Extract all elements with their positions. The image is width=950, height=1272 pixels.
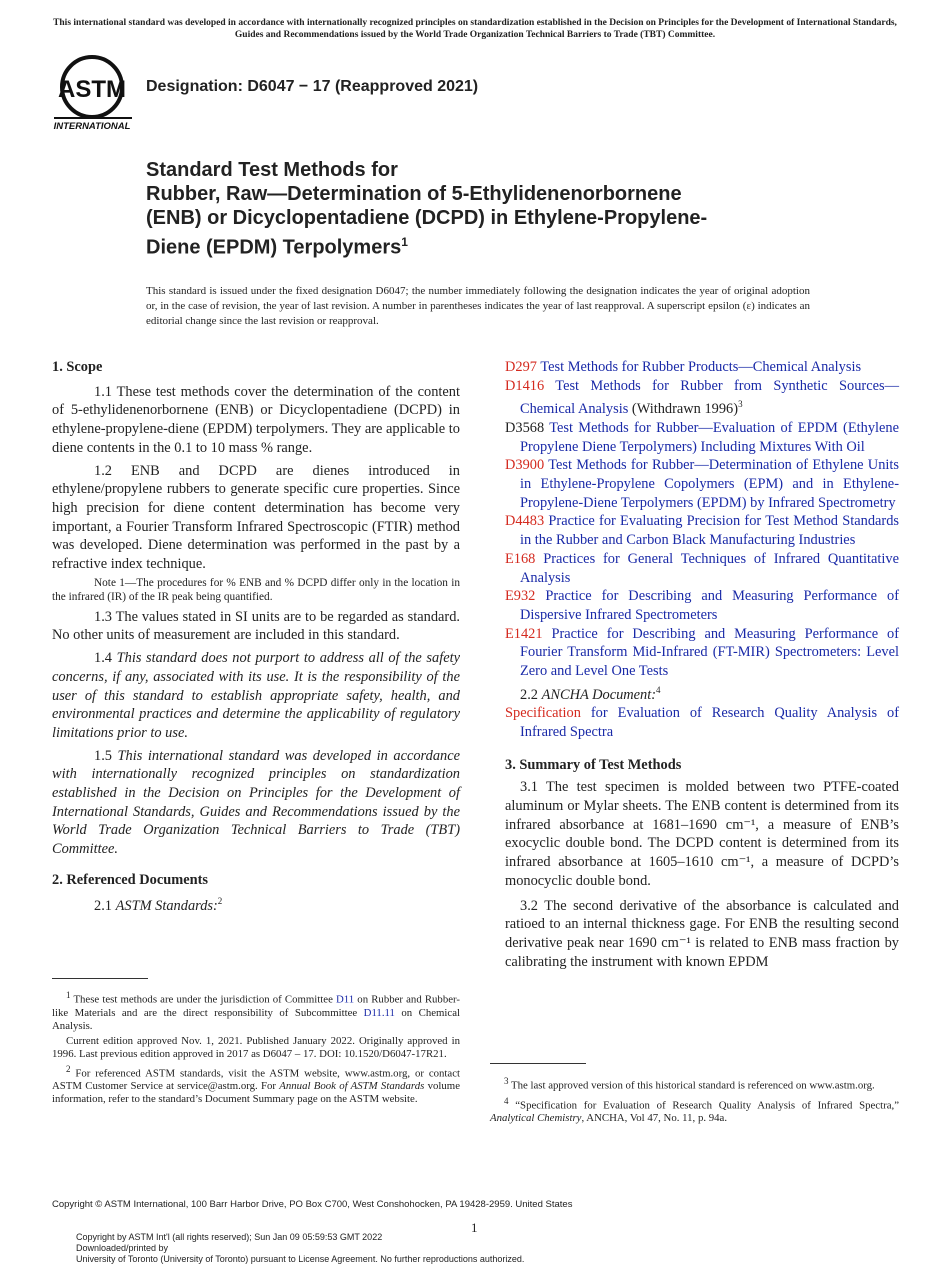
reference-title[interactable]: Test Methods for Rubber—Determination of Ethylene Units in Ethylene-Propylene Copolymers (EPM) and in Ethylene-Propylene-Diene Terpolymers (EPDM) by Infrared Spectrometry — [520, 457, 899, 511]
logo-text: ASTM — [58, 76, 126, 103]
footnote-divider — [490, 1063, 586, 1064]
section-heading-summary: 3. Summary of Test Methods — [505, 756, 682, 773]
download-notice — [76, 1232, 524, 1265]
download-line: Downloaded/printed by — [76, 1243, 169, 1253]
paragraph-2-2: 2.2 ANCHA Document:$^4$ — [520, 684, 661, 703]
reference-code[interactable]: D4483 — [505, 513, 545, 530]
reference-code[interactable]: E932 — [505, 588, 536, 605]
reference-code[interactable]: D1416 — [505, 377, 545, 394]
reference-title[interactable]: Practice for Describing and Measuring Performance of Fourier Transform Mid-Infrared (FT-MIR) Spectrometers: Level Zero and Level One Tests — [520, 625, 899, 680]
left-column — [52, 358, 460, 915]
reference-item[interactable] — [505, 704, 899, 741]
paragraph-1-2: 1.2 ENB and DCPD are dienes introduced in ethylene/propylene rubbers to generate specific cure properties. Since high precision for diene content determination has become very important, a Fourier Transform Infrared Spectroscopic (FTIR) method was developed. Diene determination was performed in the past by a refractive index technique. — [52, 462, 460, 573]
standard-intro: This standard is issued under the fixed designation D6047; the number immediately following the designation indicates the year of original adoption or, in the case of revision, the year of last revision. A number in parentheses indicates the year of last reapproval. A superscript epsilon (ε) indicates an editorial change since the last revision or reapproval. — [146, 285, 810, 327]
footnote-divider — [52, 978, 148, 979]
footnote-marker: 4 — [656, 684, 661, 695]
paragraph-text: This international standard was developed in accordance with internationally recognized principles on standardization established in the Decision on Principles for the Development of International Standards, Guides and Recommendations issued by the World Trade Organization Technical Barriers to Trade (TBT) Committee. — [52, 747, 460, 858]
reference-item[interactable] — [505, 587, 899, 624]
copyright-line: Copyright © ASTM International, 100 Barr Harbor Drive, PO Box C700, West Conshohocken, PA 19428-2959. United States — [52, 1199, 573, 1210]
reference-title[interactable]: Practice for Evaluating Precision for Test Method Standards in the Rubber and Carbon Black Manufacturing Industries — [520, 513, 899, 549]
paragraph-1-1: 1.1 These test methods cover the determination of the content of 5-ethylidenenorbornene (ENB) or Dicyclopentadiene (DCPD) in ethylene-propylene-diene (EPDM) terpolymers. They are applicable to diene contents in the 0.1 to 10 mass % range. — [52, 383, 460, 456]
subcommittee-d11-11-link[interactable]: D11.11 — [363, 1006, 395, 1019]
section-heading-referenced-documents: 2. Referenced Documents — [52, 871, 208, 888]
title-line: Rubber, Raw—Determination of 5-Ethylidenenorbornene — [146, 183, 682, 205]
reference-title[interactable]: Practices for General Techniques of Infrared Quantitative Analysis — [520, 550, 899, 586]
paragraph-text: This standard does not purport to address all of the safety concerns, if any, associated with its use. It is the responsibility of the user of this standard to establish appropriate safety, health, and environmental practices and determine the applicability of regulatory limitations prior to use. — [52, 650, 460, 741]
reference-item[interactable] — [505, 625, 899, 681]
reference-withdrawn: (Withdrawn 1996) — [628, 401, 739, 418]
left-footnotes — [52, 989, 460, 1108]
reference-title[interactable]: Test Methods for Rubber—Evaluation of EPDM (Ethylene Propylene Diene Terpolymers) Including Mixtures With Oil — [520, 419, 899, 455]
footnote-4: $^4$ “Specification for Evaluation of Research Quality Analysis of Infrared Spectra,” Analytical Chemistry, ANCHA, Vol 47, No. 11, p. 94a. — [490, 1095, 899, 1125]
download-line: University of Toronto (University of Toronto) pursuant to License Agreement. No further reproductions authorized. — [76, 1254, 525, 1264]
reference-item[interactable] — [505, 456, 899, 512]
section-heading-scope: 1. Scope — [52, 359, 103, 375]
reference-title[interactable]: Practice for Describing and Measuring Performance of Dispersive Infrared Spectrometers — [520, 588, 899, 623]
reference-code[interactable]: E168 — [505, 550, 536, 567]
reference-title[interactable]: for Evaluation of Research Quality Analysis of Infrared Spectra — [520, 705, 899, 740]
right-footnotes — [490, 1075, 899, 1127]
paragraph-2-1 — [52, 892, 460, 916]
paragraph-number: 1.4 — [94, 650, 117, 667]
tbt-notice: This international standard was developed in accordance with internationally recognized principles on standardization established in the Decision on Principles for the Development of International Standards, Guides and Recommendations issued by the World Trade Organization Technical Barriers to Trade (TBT) Committee. — [53, 18, 897, 40]
astm-logo — [52, 55, 136, 133]
title-line — [146, 230, 846, 260]
paragraph-1-5 — [52, 747, 460, 859]
reference-item[interactable] — [505, 512, 899, 549]
page-title — [146, 158, 846, 260]
download-line: Copyright by ASTM Int'l (all rights reserved); Sun Jan 09 05:59:53 GMT 2022 — [76, 1232, 383, 1242]
reference-code[interactable]: Specification — [505, 705, 581, 722]
reference-code[interactable]: D3900 — [505, 457, 545, 474]
committee-d11-link[interactable]: D11 — [335, 993, 355, 1006]
paragraph-1-4 — [52, 649, 460, 743]
reference-item[interactable] — [505, 358, 899, 377]
designation: Designation: D6047 − 17 (Reapproved 2021) — [146, 78, 479, 95]
reference-code[interactable]: D3568 — [505, 419, 545, 436]
reference-item[interactable] — [505, 550, 899, 587]
reference-item[interactable] — [505, 377, 899, 419]
paragraph-text: ASTM Standards: — [115, 897, 218, 914]
title-line: (ENB) or Dicyclopentadiene (DCPD) in Ethylene-Propylene- — [146, 207, 708, 229]
logo-subtext: INTERNATIONAL — [53, 121, 131, 132]
reference-title[interactable]: Test Methods for Rubber Products—Chemical Analysis — [536, 359, 862, 375]
footnote-marker: 2 — [217, 895, 223, 906]
paragraph-3-1: 3.1 The test specimen is molded between two PTFE-coated aluminum or Mylar sheets. The ENB content is determined from its infrared absorbance at 1681–1690 cm⁻¹, a measure of ENB’s exocyclic double bond. The DCPD content is determined from its infrared absorbance at 1605–1610 cm⁻¹, a measure of DCPD’s monocyclic double bond. — [505, 779, 899, 889]
paragraph-3-2: 3.2 The second derivative of the absorbance is calculated and ratioed to an internal thickness gage. For ENB the resulting second derivative peak near 1690 cm⁻¹ is related to ENB mass fraction by calibrating the instrument with known EPDM — [505, 897, 899, 970]
edition-note: Current edition approved Nov. 1, 2021. Published January 2022. Originally approved in 1996. Last previous edition approved in 2017 as D6047 – 17. DOI: 10.1520/D6047-17R21. — [52, 1034, 460, 1060]
right-column — [505, 358, 899, 971]
reference-item[interactable] — [505, 419, 899, 456]
footnote-2: $^2$ For referenced ASTM standards, visit the ASTM website, www.astm.org, or contact ASTM Customer Service at service@astm.org. For Annual Book of ASTM Standards volume information, refer to the standard’s Document Summary page on the ASTM website. — [52, 1063, 460, 1106]
note-1: Note 1—The procedures for % ENB and % DCPD differ only in the location in the infrared (IR) of the IR peak being quantified. — [52, 576, 460, 603]
reference-code[interactable]: D297 — [505, 359, 537, 375]
title-line: Standard Test Methods for — [146, 159, 398, 181]
page-number: 1 — [471, 1220, 478, 1235]
reference-list — [505, 358, 899, 681]
paragraph-number: 2.1 — [94, 897, 116, 914]
title-footnote-marker: 1 — [401, 235, 408, 249]
footnote-3: $^3$ The last approved version of this historical standard is referenced on www.astm.org. — [504, 1076, 875, 1092]
footnote-1: $^1$ These test methods are under the jurisdiction of Committee D11 on Rubber and Rubber-like Materials and are the direct responsibility of Subcommittee D11.11 on Chemical Analysis. — [52, 990, 460, 1032]
title-line-text: Diene (EPDM) Terpolymers — [146, 236, 402, 259]
reference-title[interactable]: Test Methods for Rubber from Synthetic Sources—Chemical Analysis — [520, 377, 899, 418]
paragraph-number: 1.5 — [94, 747, 118, 764]
reference-code[interactable]: E1421 — [505, 625, 543, 642]
paragraph-1-3: 1.3 The values stated in SI units are to be regarded as standard. No other units of measurement are included in this standard. — [52, 608, 460, 644]
footnote-marker: 3 — [738, 399, 743, 410]
